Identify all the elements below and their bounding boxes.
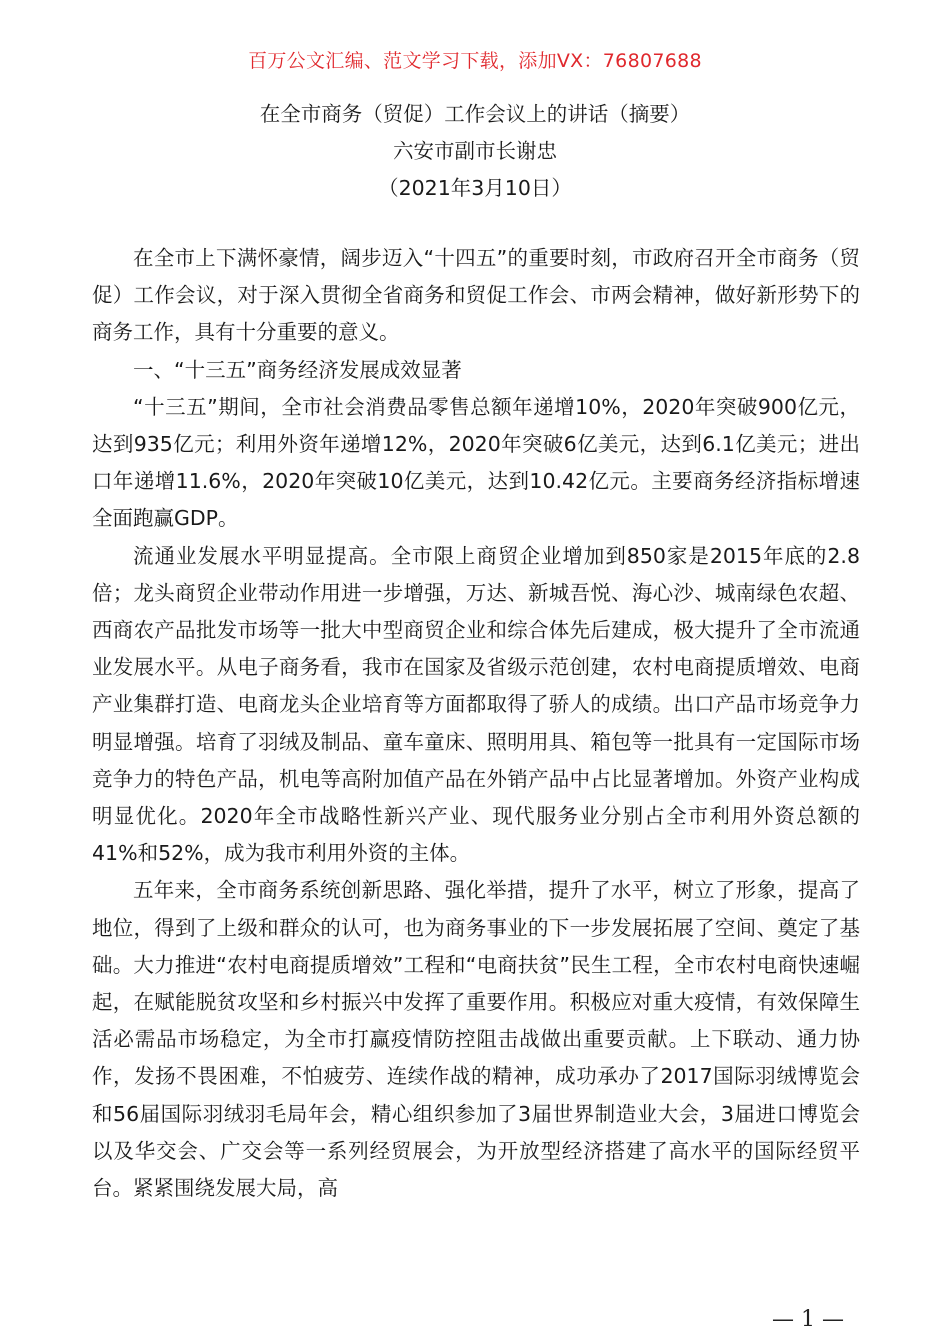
section-heading: 一、“十三五”商务经济发展成效显著 [133,357,462,382]
speech-date: （2021年3月10日） [378,176,572,200]
intro-paragraph: 在全市上下满怀豪情，阔步迈入“十四五”的重要时刻，市政府召开全市商务（贸促）工作会议，对于深入贯彻全省商务和贸促工作会、市两会精神，做好新形势下的商务工作，具有十分重要的意义。 [92,246,860,345]
document-title: 在全市商务（贸促）工作会议上的讲话（摘要） [259,102,691,126]
page-number: — 1 — [772,1307,844,1332]
circulation-paragraph: 流通业发展水平明显提高。全市限上商贸企业增加到850家是2015年底的2.8倍；龙头商贸企业带动作用进一步增强，万达、新城吾悦、海心沙、城南绿色农超、西商农产品批发市场等一批大中型商贸企业和综合体先后建成，极大提升了全市流通业发展水平。从电子商务看，我市在国家及省级示范创建，农村电商提质增效、电商产业集群打造、电商龙头企业培育等方面都取得了骄人的成绩。出口产品市场竞争力明显增强。培育了羽绒及制品、童车童床、照明用具、箱包等一批具有一定国际市场竞争力的特色产品，机电等高附加值产品在外销产品中占比显著增加。外资产业构成明显优化。2020年全市战略性新兴产业、现代服务业分别占全市利用外资总额的41%和52%，成为我市利用外资的主体。 [92,543,860,866]
document-body [92,240,860,1207]
document-title-block [0,96,950,207]
watermark-banner: 百万公文汇编、范文学习下载，添加VX：76807688 [248,50,702,72]
stats-paragraph: “十三五”期间，全市社会消费品零售总额年递增10%，2020年突破900亿元，达到935亿元；利用外资年递增12%，2020年突破6亿美元，达到6.1亿美元；进出口年递增11.6%，2020年突破10亿美元，达到10.42亿元。主要商务经济指标增速全面跑赢GDP。 [92,394,860,531]
speaker-name: 六安市副市长谢忠 [393,139,557,163]
five-years-paragraph: 五年来，全市商务系统创新思路、强化举措，提升了水平，树立了形象，提高了地位，得到了上级和群众的认可，也为商务事业的下一步发展拓展了空间、奠定了基础。大力推进“农村电商提质增效”工程和“电商扶贫”民生工程，全市农村电商快速崛起，在赋能脱贫攻坚和乡村振兴中发挥了重要作用。积极应对重大疫情，有效保障生活必需品市场稳定，为全市打赢疫情防控阻击战做出重要贡献。上下联动、通力协作，发扬不畏困难，不怕疲劳、连续作战的精神，成功承办了2017国际羽绒博览会和56届国际羽绒羽毛局年会，精心组织参加了3届世界制造业大会，3届进口博览会以及华交会、广交会等一系列经贸展会，为开放型经济搭建了高水平的国际经贸平台。紧紧围绕发展大局，高 [92,878,860,1201]
